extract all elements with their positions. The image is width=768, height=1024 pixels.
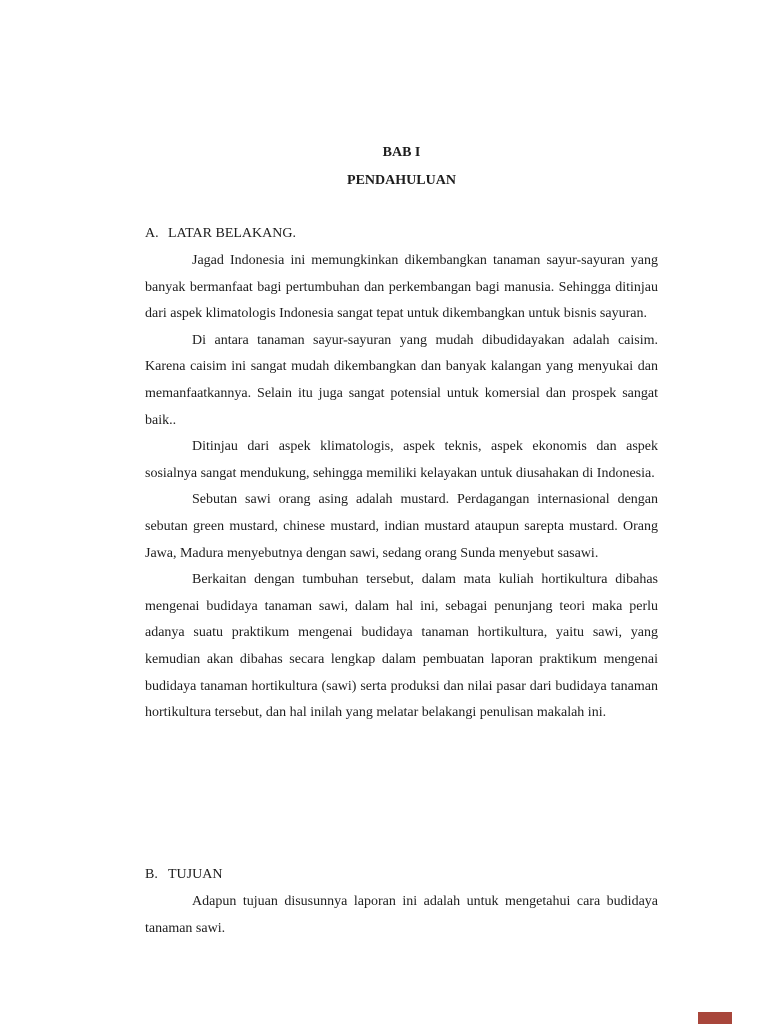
section-a-heading: LATAR BELAKANG. — [168, 226, 296, 241]
section-a-number: A. — [145, 226, 159, 241]
paragraph: Adapun tujuan disusunnya laporan ini adalah untuk mengetahui cara budidaya tanaman sawi. — [145, 894, 658, 936]
section-a-title — [145, 224, 296, 244]
chapter-number: BAB I — [382, 145, 421, 160]
paragraph: Sebutan sawi orang asing adalah mustard. Perdagangan internasional dengan sebutan green mustard, chinese mustard, indian mustard ataupun sarepta mustard. Orang Jawa, Madura menyebutnya dengan sawi, sedang orang Sunda menyebut sasawi. — [145, 492, 658, 561]
paragraph: Jagad Indonesia ini memungkinkan dikembangkan tanaman sayur-sayuran yang banyak bermanfaat bagi pertumbuhan dan perkembangan bagi manusia. Sehingga ditinjau dari aspek klimatologis Indonesia sangat tepat untuk dikembangkan untuk bisnis sayuran. — [145, 253, 658, 322]
section-b-number: B. — [145, 867, 158, 882]
page-corner-tab — [698, 1012, 732, 1024]
section-a-body — [145, 248, 658, 727]
chapter-title: PENDAHULUAN — [347, 173, 456, 188]
section-b-heading: TUJUAN — [168, 867, 223, 882]
paragraph: Ditinjau dari aspek klimatologis, aspek teknis, aspek ekonomis dan aspek sosialnya sangat mendukung, sehingga memiliki kelayakan untuk diusahakan di Indonesia. — [145, 439, 658, 481]
paragraph: Berkaitan dengan tumbuhan tersebut, dalam mata kuliah hortikultura dibahas mengenai budidaya tanaman sawi, dalam hal ini, sebagai penunjang teori maka perlu adanya suatu praktikum mengenai budidaya tanaman hortikultura, yaitu sawi, yang kemudian akan dibahas secara lengkap dalam pembuatan laporan praktikum mengenai budidaya tanaman hortikultura (sawi) serta produksi dan nilai pasar dari budidaya tanaman hortikultura tersebut, dan hal inilah yang melatar belakangi penulisan makalah ini. — [145, 572, 658, 721]
section-b-body — [145, 889, 658, 942]
section-b-title — [145, 865, 222, 885]
paragraph: Di antara tanaman sayur-sayuran yang mudah dibudidayakan adalah caisim. Karena caisim ini sangat mudah dikembangkan dan banyak kalangan yang menyukai dan memanfaatkannya. Selain itu juga sangat potensial untuk komersial dan prospek sangat baik.. — [145, 332, 658, 428]
